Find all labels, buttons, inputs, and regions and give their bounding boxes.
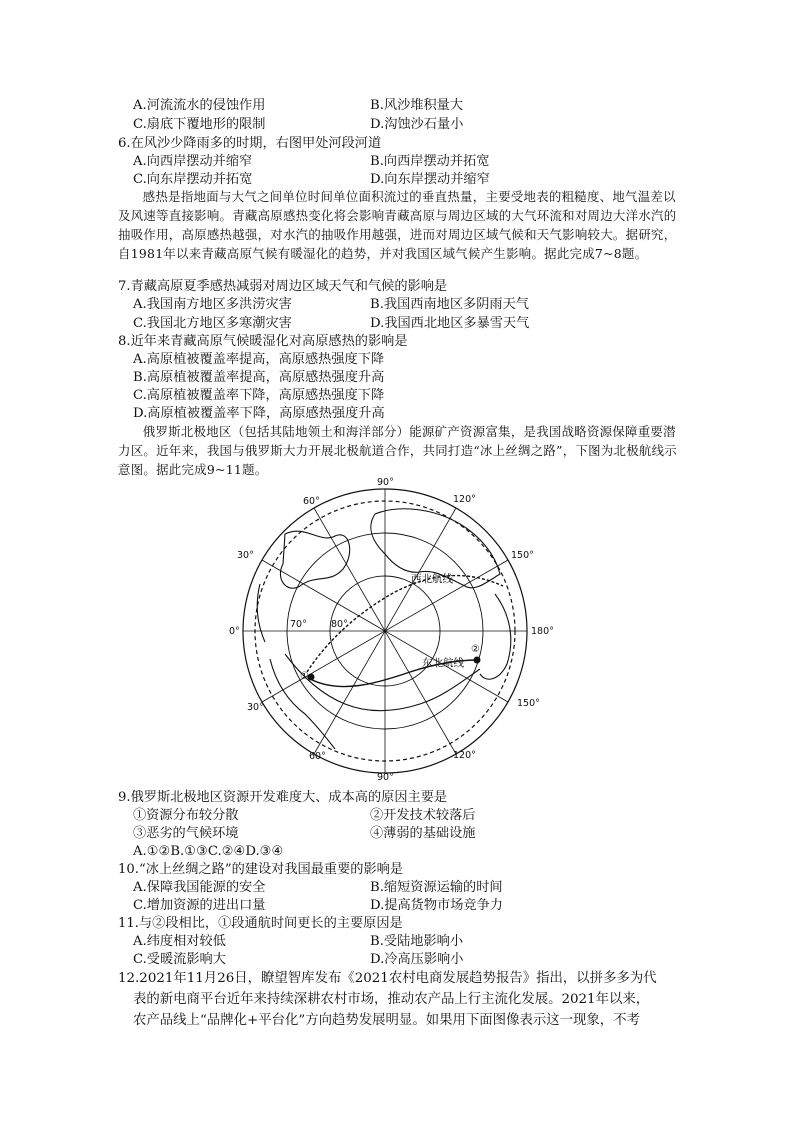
q7-option-b: B.我国西南地区多阴雨天气: [370, 297, 529, 312]
lon-label-90-top: 90°: [377, 477, 394, 488]
q8-option-d: D.高原植被覆盖率下降，高原感热强度升高: [133, 406, 385, 421]
q10-option-b: B.缩短资源运输的时间: [370, 880, 503, 895]
lon-label-120-bottom: 120°: [453, 750, 476, 761]
lon-label-0: 0°: [229, 626, 240, 637]
q11-option-b: B.受陆地影响小: [370, 934, 464, 949]
lon-label-150-right-top: 150°: [511, 550, 534, 561]
northwest-route-label: 西北航线: [411, 573, 453, 585]
q6-option-b: B.向西岸摆动并拓宽: [370, 154, 490, 169]
q11-option-a: A.纬度相对较低: [133, 934, 226, 949]
passage-9-11: 俄罗斯北极地区（包括其陆地领土和海洋部分）能源矿产资源富集，是我国战略资源保障重要潜力区。近年来，我国与俄罗斯大力开展北极航道合作，共同打造“冰上丝绸之路”，下图为北极航线示意图。据此完成9~11题。: [118, 424, 677, 477]
passage-7-8: 感热是指地面与大气之间单位时间单位面积流过的垂直热量，主要受地表的粗糙度、地气温差以及风速等直接影响。青藏高原感热变化将会影响青藏高原与周边区域的大气环流和对周边大洋水汽的抽吸作用，高原感热越强，对水汽的抽吸作用越强，进而对周边区域气候和天气影响较大。据研究，自1981年以来青藏高原气候有暖湿化的趋势，并对我国区域气候产生影响。据此完成7~8题。: [118, 189, 677, 261]
q6-stem: 6.在风沙少降雨多的时期，右图甲处河段河道: [118, 136, 382, 151]
q9-statement-1: ①资源分布较分散: [133, 808, 239, 823]
q6-option-c: C.向东岸摆动并拓宽: [133, 172, 253, 187]
q8-option-b: B.高原植被覆盖率提高，高原感热强度升高: [133, 370, 385, 385]
northeast-route-label: 东北航线: [422, 657, 464, 669]
q7-stem: 7.青藏高原夏季感热减弱对周边区域天气和气候的影响是: [118, 279, 448, 294]
q10-option-a: A.保障我国能源的安全: [133, 880, 266, 895]
q12-line-3: 农产品线上“品牌化+平台化”方向趋势发展明显。如果用下面图像表示这一现象，不考: [133, 1013, 640, 1028]
meridians: [243, 489, 527, 773]
q5-option-a: A.河流流水的侵蚀作用: [133, 98, 266, 113]
q5-option-c: C.扇底下覆地形的限制: [133, 117, 266, 132]
q7-option-a: A.我国南方地区多洪涝灾害: [133, 297, 292, 312]
q11-option-c: C.受暖流影响大: [133, 952, 226, 967]
lon-label-60-top: 60°: [303, 496, 320, 507]
q8-option-c: C.高原植被覆盖率下降，高原感热强度下降: [133, 388, 385, 403]
lon-label-180: 180°: [531, 626, 554, 637]
q9-statement-4: ④薄弱的基础设施: [370, 826, 476, 841]
q6-option-d: D.向东岸摆动并缩窄: [370, 172, 490, 187]
lat-label-70: 70°: [290, 619, 307, 630]
q7-option-c: C.我国北方地区多寒潮灾害: [133, 316, 292, 331]
q12-line-2: 表的新电商平台近年来持续深耕农村市场，推动农产品上行主流化发展。2021年以来，: [133, 992, 650, 1007]
lat-label-80: 80°: [331, 619, 348, 630]
lon-label-60-bottom: 60°: [309, 751, 326, 762]
lon-label-30-bottom: 30°: [247, 702, 264, 713]
lon-label-90-bottom: 90°: [377, 772, 394, 783]
q9-statement-2: ②开发技术较落后: [370, 808, 476, 823]
q9-stem: 9.俄罗斯北极地区资源开发难度大、成本高的原因主要是: [118, 790, 448, 805]
arctic-route-map: [225, 474, 565, 784]
q11-stem: 11.与②段相比，①段通航时间更长的主要原因是: [118, 916, 403, 931]
q10-option-c: C.增加资源的进出口量: [133, 898, 266, 913]
lon-label-120-top: 120°: [453, 494, 476, 505]
q7-option-d: D.我国西北地区多暴雪天气: [370, 316, 530, 331]
q5-option-d: D.沟蚀沙石量小: [370, 117, 464, 132]
marker-2-label: ②: [471, 644, 480, 655]
q6-option-a: A.向西岸摆动并缩窄: [133, 154, 253, 169]
q8-stem: 8.近年来青藏高原气候暖湿化对高原感热的影响是: [118, 334, 408, 349]
lon-label-30-top: 30°: [237, 550, 254, 561]
q5-option-b: B.风沙堆积量大: [370, 98, 464, 113]
q8-option-a: A.高原植被覆盖率提高，高原感热强度下降: [133, 352, 385, 367]
lon-label-150-right-bottom: 150°: [517, 698, 540, 709]
marker-2-dot: [474, 657, 481, 664]
q11-option-d: D.冷高压影响小: [370, 952, 464, 967]
marker-1-label: ①: [300, 671, 309, 682]
q10-option-d: D.提高货物市场竞争力: [370, 898, 503, 913]
q10-stem: 10.“冰上丝绸之路”的建设对我国最重要的影响是: [118, 862, 404, 877]
q9-choices: A.①②B.①③C.②④D.③④: [133, 844, 284, 859]
q12-line-1: 12.2021年11月26日，瞭望智库发布《2021农村电商发展趋势报告》指出，以拼多多为代: [118, 971, 657, 986]
q9-statement-3: ③恶劣的气候环境: [133, 826, 239, 841]
